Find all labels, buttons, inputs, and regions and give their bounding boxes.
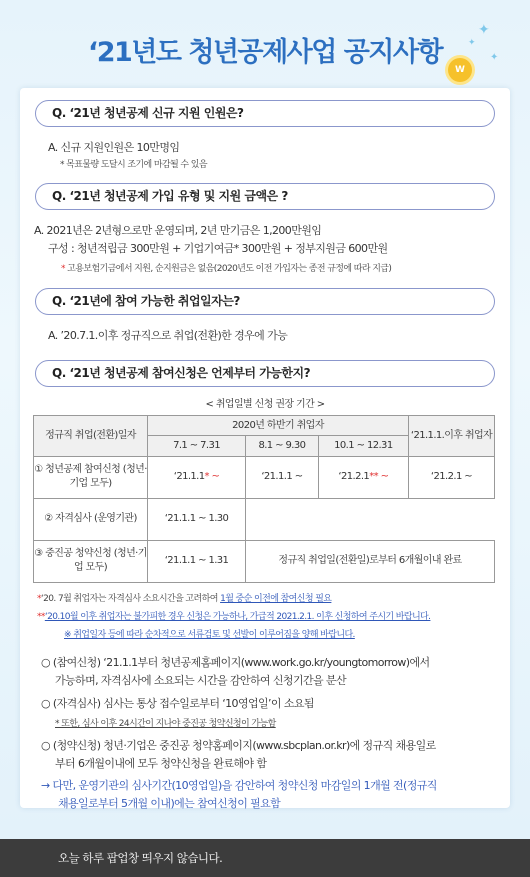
row-label-screening: ② 자격심사 (운영기관) [34,498,148,540]
row-label-application: ① 청년공제 참여신청 (청년·기업 모두) [34,456,148,498]
answer-1-note: * 목표물량 도달시 조기에 마감될 수 있음 [60,160,207,170]
answer-2-note-text: 고용보험기금에서 지원, 순지원금은 없음(2020년도 이전 가입자는 종전 규정에 따라 지급) [64,264,392,274]
question-3: Q. ‘21년에 참여 가능한 취업일자는? [35,288,495,315]
table-cell: ‘21.1.1* ~ [148,456,246,498]
footnote-1: *‘20. 7월 취업자는 자격심사 소요시간을 고려하여 1월 중순 이전에 참여신청 필요 [37,594,332,604]
header-after-2021: ‘21.1.1.이후 취업자 [409,416,495,457]
table-cell: 정규직 취업일(전환일)로부터 6개월이내 완료 [246,540,495,582]
table-caption: < 취업일별 신청 권장 기간 > [205,399,325,410]
table-cell: ‘21.2.1 ~ [409,456,495,498]
answer-2-note: * 고용보험기금에서 지원, 순지원금은 없음(2020년도 이전 가입자는 종전 규정에 따라 지급) [61,264,392,274]
header-second-half: 2020년 하반기 취업자 [148,416,409,436]
row-label-subscription: ③ 중진공 청약신청 (청년·기업 모두) [34,540,148,582]
dont-show-today-label: 오늘 하루 팝업창 띄우지 않습니다. [58,851,223,865]
bullet-note-cont: 채용일로부터 5개월 이내)에는 참여신청이 필요함 [58,797,281,810]
bullet-application: ○ (참여신청) ‘21.1.1부터 청년공제홈페이지(www.work.go.kr/youngtomorrow)에서 [41,656,430,669]
sparkle-icon: ✦ [468,38,476,48]
sparkle-icon: ✦ [490,52,499,63]
schedule-table [33,415,495,583]
bullet-subscription-cont: 부터 6개월이내에 모두 청약신청을 완료해야 함 [55,757,267,770]
header-period: 10.1 ~ 12.31 [318,436,408,456]
coin-icon: W [448,58,472,82]
answer-3: A. ’20.7.1.이후 정규직으로 취업(전환)한 경우에 가능 [48,329,288,342]
page-title: ‘21년도 청년공제사업 공지사항 [87,37,443,68]
question-2: Q. ‘21년 청년공제 가입 유형 및 지원 금액은 ? [35,183,495,210]
bullet-screening-note: * 또한, 심사 이후 24시간이 지나야 중진공 청약신청이 가능함 [55,719,276,729]
question-4: Q. ‘21년 청년공제 참여신청은 언제부터 가능한지? [35,360,495,387]
table-cell-empty [246,498,495,540]
header-employment-date: 정규직 취업(전환)일자 [34,416,148,457]
table-cell: ‘21.2.1** ~ [318,456,408,498]
bullet-application-cont: 가능하며, 자격심사에 소요되는 시간을 감안하여 신청기간을 분산 [55,674,346,687]
bullet-note: → 다만, 운영기관의 심사기간(10영업일)을 감안하여 청약신청 마감일의 1개월 전(정규직 [41,779,437,792]
table-cell: ‘21.1.1 ~ 1.30 [148,498,246,540]
header-period: 7.1 ~ 7.31 [148,436,246,456]
table-cell: ‘21.1.1 ~ 1.31 [148,540,246,582]
answer-2-composition: 구성 : 청년적립금 300만원 + 기업기여금* 300만원 + 정부지원금 600만원 [48,242,388,255]
dont-show-today-button[interactable] [0,839,530,877]
footnote-2: **‘20.10월 이후 취업자는 불가피한 경우 신청은 가능하나, 가급적 2021.2.1. 이후 신청하여 주시기 바랍니다. [37,612,431,622]
question-1: Q. ‘21년 청년공제 신규 지원 인원은? [35,100,495,127]
table-cell: ‘21.1.1 ~ [246,456,319,498]
sparkle-icon: ✦ [478,22,490,38]
bullet-screening: ○ (자격심사) 심사는 통상 접수일로부터 ‘10영업일’이 소요됨 [41,697,314,710]
header-period: 8.1 ~ 9.30 [246,436,319,456]
answer-2: A. 2021년은 2년형으로만 운영되며, 2년 만기금은 1,200만원임 [34,224,322,237]
bullet-subscription: ○ (청약신청) 청년·기업은 중진공 청약홈페이지(www.sbcplan.or.kr)에 정규직 채용일로 [41,739,436,752]
answer-1: A. 신규 지원인원은 10만명임 [48,141,180,154]
footnote-3: ※ 취업일자 등에 따라 순차적으로 서류검토 및 선발이 이루어짐을 양해 바랍니다. [64,630,355,640]
